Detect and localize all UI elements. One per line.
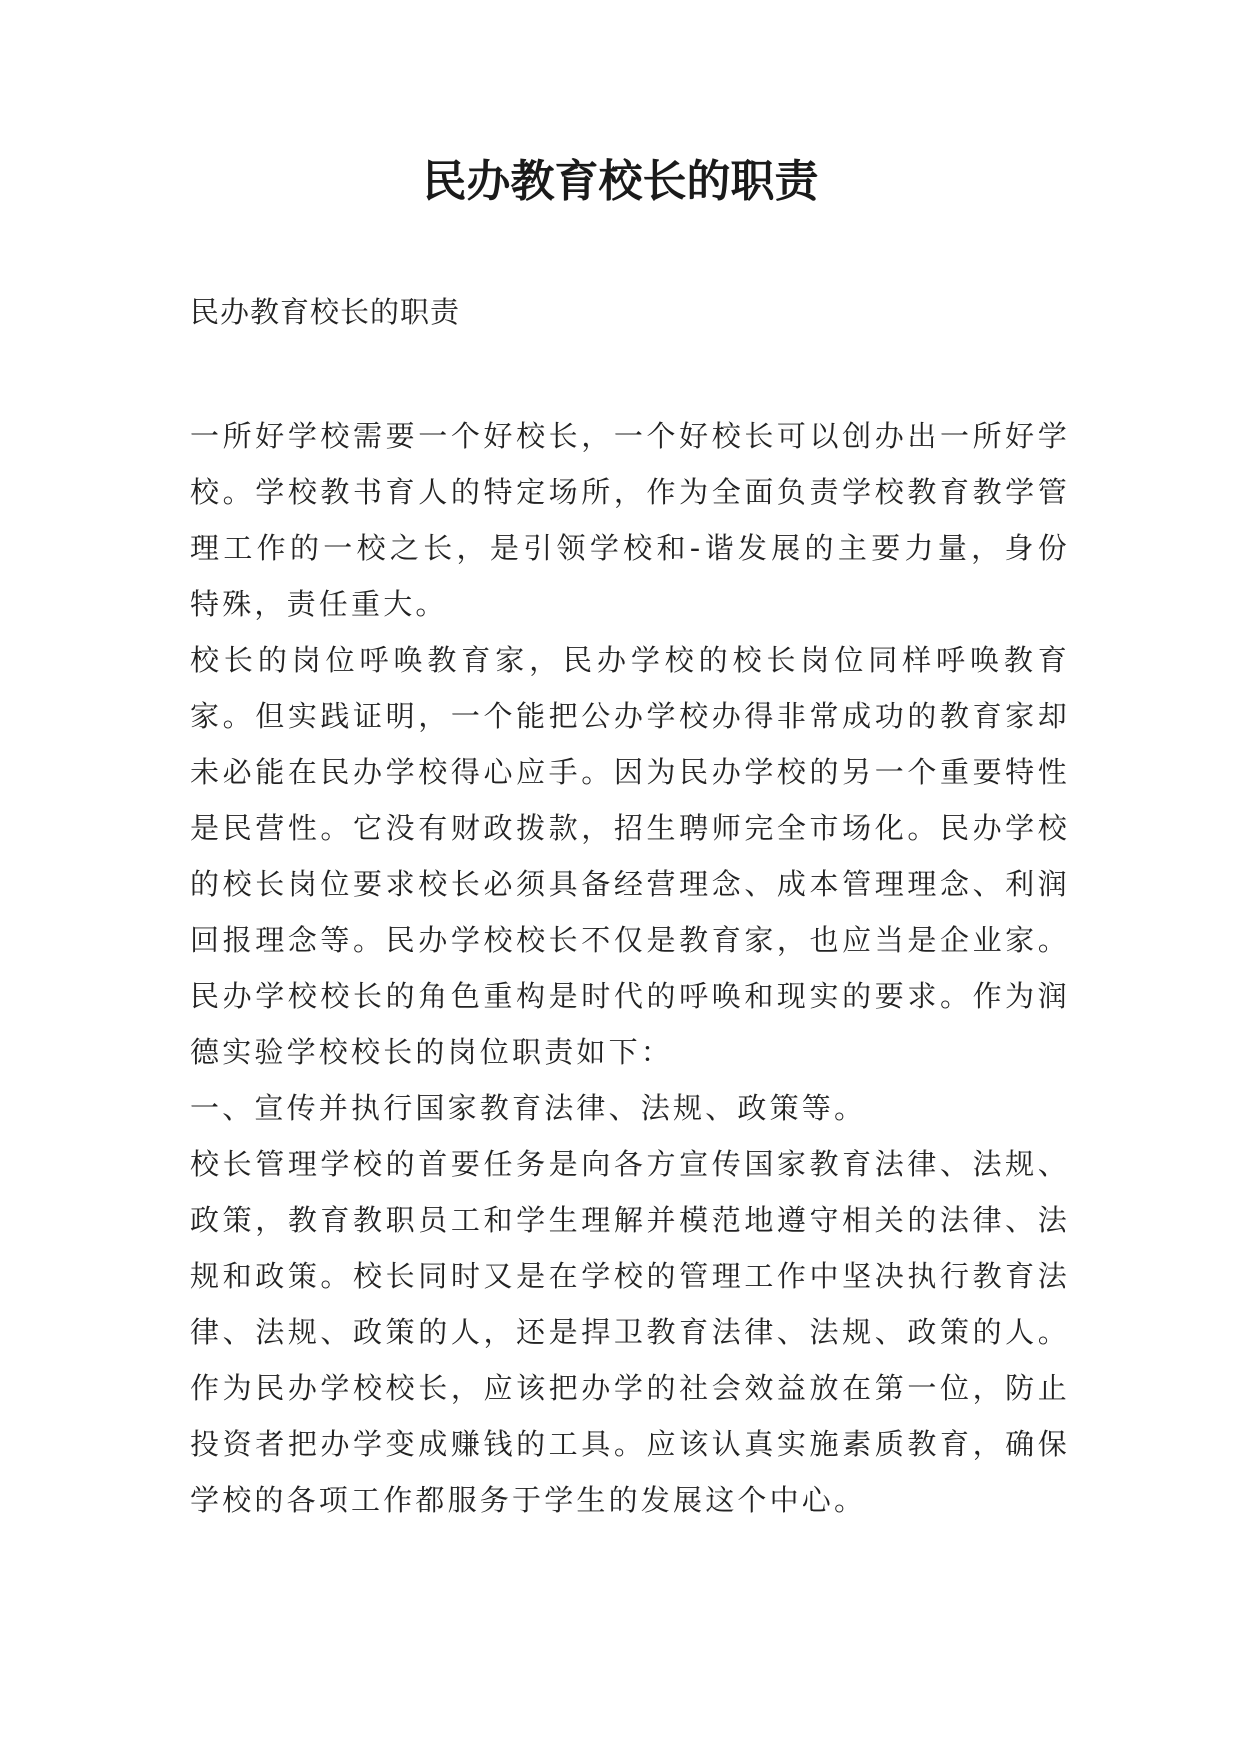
paragraph-intro: 一所好学校需要一个好校长，一个好校长可以创办出一所好学校。学校教书育人的特定场所，作为全面负责学校教育教学管理工作的一校之长，是引领学校和-谐发展的主要力量，身份特殊，责任重大。 — [190, 419, 1070, 621]
section-heading-1: 一、宣传并执行国家教育法律、法规、政策等。 — [190, 1091, 867, 1125]
paragraph-law: 校长管理学校的首要任务是向各方宣传国家教育法律、法规、政策，教育教职员工和学生理解并模范地遵守相关的法律、法规和政策。校长同时又是在学校的管理工作中坚决执行教育法律、法规、政策的人，还是捍卫教育法律、法规、政策的人。作为民办学校校长，应该把办学的社会效益放在第一位，防止投资者把办学变成赚钱的工具。应该认真实施素质教育，确保学校的各项工作都服务于学生的发展这个中心。 — [190, 1147, 1070, 1517]
document-body — [190, 408, 1070, 1528]
document-title: 民办教育校长的职责 — [422, 156, 819, 207]
document-subtitle: 民办教育校长的职责 — [190, 295, 461, 329]
paragraph-role: 校长的岗位呼唤教育家，民办学校的校长岗位同样呼唤教育家。但实践证明，一个能把公办学校办得非常成功的教育家却未必能在民办学校得心应手。因为民办学校的另一个重要特性是民营性。它没有财政拨款，招生聘师完全市场化。民办学校的校长岗位要求校长必须具备经营理念、成本管理理念、利润回报理念等。民办学校校长不仅是教育家，也应当是企业家。民办学校校长的角色重构是时代的呼唤和现实的要求。作为润德实验学校校长的岗位职责如下： — [190, 643, 1070, 1069]
